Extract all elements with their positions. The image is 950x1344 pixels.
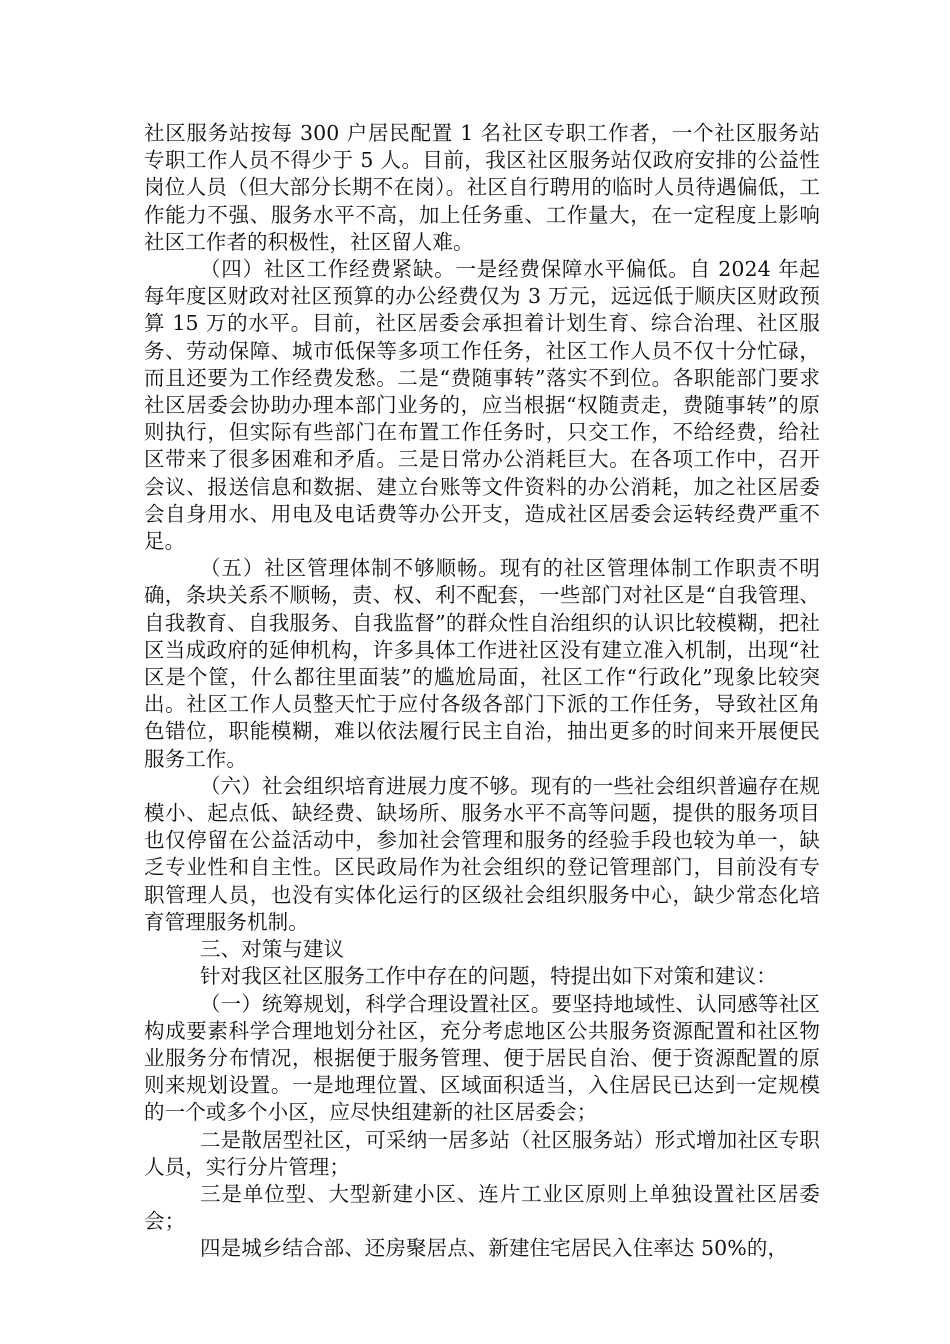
document-page xyxy=(144,120,820,1263)
paragraph-funding-shortage: （四）社区工作经费紧缺。一是经费保障水平偏低。自 2024 年起每年度区财政对社区预算的办公经费仅为 3 万元，远远低于顺庆区财政预算 15 万的水平。目前，社区居委会承担着计划生育、综合治理、社区服务、劳动保障、城市低保等多项工作任务，社区工作人员不仅十分忙碌，而且还要为工作经费发愁。二是“费随事转”落实不到位。各职能部门要求社区居委会协助办理本部门业务的，应当根据“权随责走，费随事转”的原则执行，但实际有些部门在布置工作任务时，只交工作，不给经费，给社区带来了很多困难和矛盾。三是日常办公消耗巨大。在各项工作中，召开会议、报送信息和数据、建立台账等文件资料的办公消耗，加之社区居委会自身用水、用电及电话费等办公开支，造成社区居委会运转经费严重不足。 xyxy=(144,257,820,554)
paragraph-staffing: 社区服务站按每 300 户居民配置 1 名社区专职工作者，一个社区服务站专职工作人员不得少于 5 人。目前，我区社区服务站仅政府安排的公益性岗位人员（但大部分长期不在岗）。社区自行聘用的临时人员待遇偏低，工作能力不强、服务水平不高，加上任务重、工作量大，在一定程度上影响社区工作者的积极性，社区留人难。 xyxy=(144,121,820,254)
paragraph-urban-rural: 四是城乡结合部、还房聚居点、新建住宅居民入住率达 50%的， xyxy=(200,1236,789,1261)
paragraph-social-organizations: （六）社会组织培育进展力度不够。现有的一些社会组织普遍存在规模小、起点低、缺经费、缺场所、服务水平不高等问题，提供的服务项目也仅停留在公益活动中，参加社会管理和服务的经验手段也较为单一，缺乏专业性和自主性。区民政局作为社会组织的登记管理部门，目前没有专职管理人员，也没有实体化运行的区级社会组织服务中心，缺少常态化培育管理服务机制。 xyxy=(144,773,820,934)
paragraph-unit-community: 三是单位型、大型新建小区、连片工业区原则上单独设置社区居委会； xyxy=(144,1181,820,1234)
paragraph-planning: （一）统筹规划，科学合理设置社区。要坚持地域性、认同感等社区构成要素科学合理地划分社区，充分考虑地区公共服务资源配置和社区物业服务分布情况，根据便于服务管理、便于居民自治、便于资源配置的原则来规划设置。一是地理位置、区域面积适当，入住居民已达到一定规模的一个或多个小区，应尽快组建新的社区居委会； xyxy=(144,991,820,1125)
section-heading-countermeasures: 三、对策与建议 xyxy=(200,937,345,962)
paragraph-management-system: （五）社区管理体制不够顺畅。现有的社区管理体制工作职责不明确，条块关系不顺畅，责、权、利不配套，一些部门对社区是“自我管理、自我教育、自我服务、自我监督”的群众性自治组织的认识比较模糊，把社区当成政府的延伸机构，许多具体工作进社区没有建立准入机制，出现“社区是个筐，什么都往里面装”的尴尬局面，社区工作“行政化”现象比较突出。社区工作人员整天忙于应付各级各部门下派的工作任务，导致社区角色错位，职能模糊，难以依法履行民主自治，抽出更多的时间来开展便民服务工作。 xyxy=(144,556,820,771)
paragraph-scattered-community: 二是散居型社区，可采纳一居多站（社区服务站）形式增加社区专职人员，实行分片管理； xyxy=(144,1127,820,1179)
paragraph-intro-countermeasures: 针对我区社区服务工作中存在的问题，特提出如下对策和建议： xyxy=(200,964,777,989)
